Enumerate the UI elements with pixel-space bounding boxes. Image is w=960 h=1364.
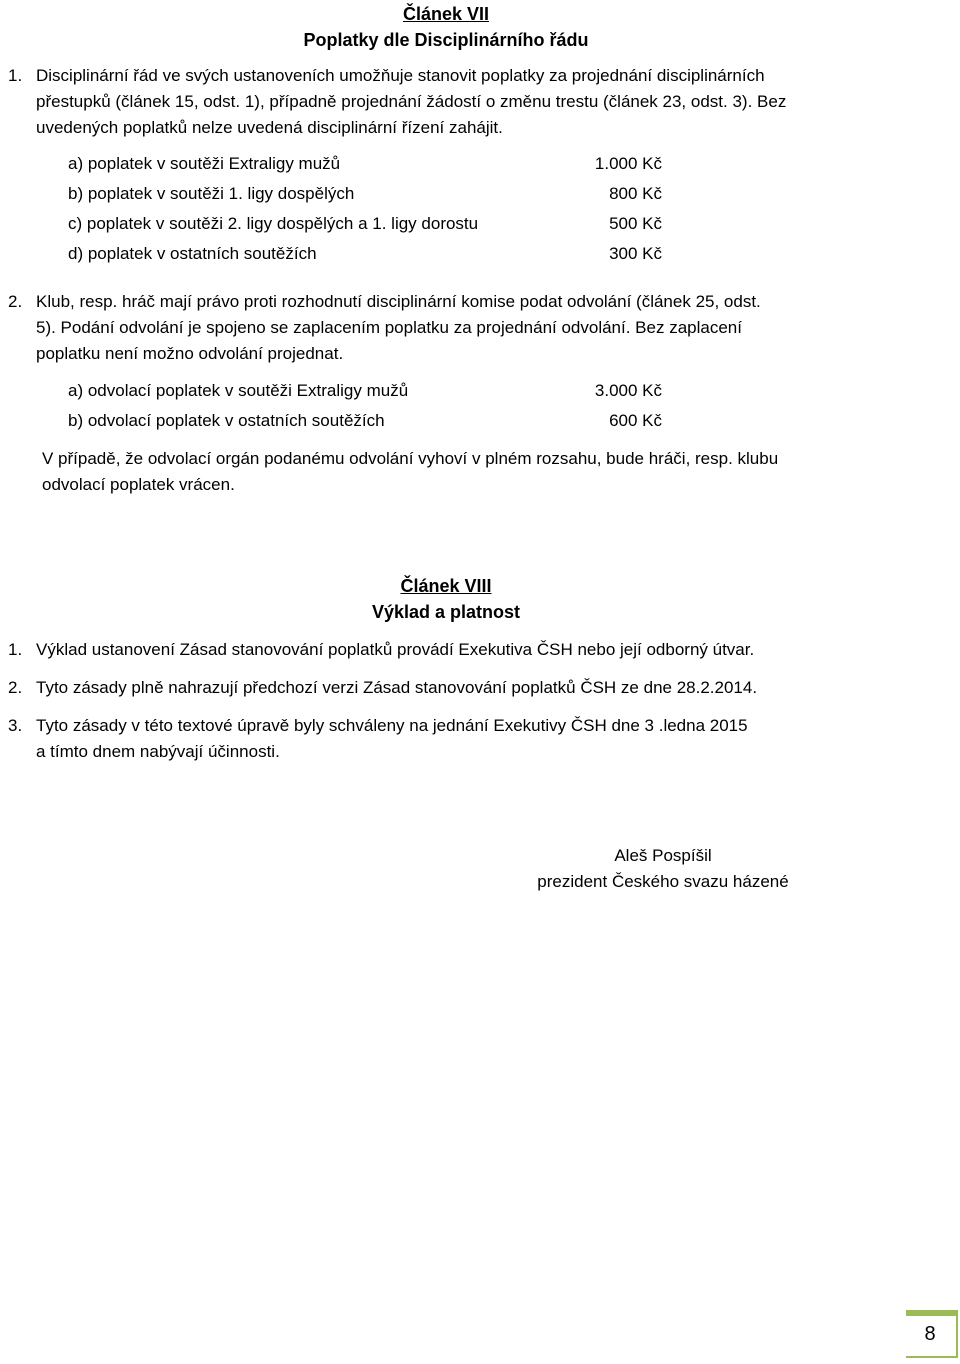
article-7-paragraph-1 <box>36 63 786 141</box>
text-line: Klub, resp. hráč mají právo proti rozhodnutí disciplinární komise podat odvolání (článek 25, odst. <box>36 292 761 311</box>
article-8-subheading: Výklad a platnost <box>371 602 521 622</box>
article-7-subheading: Poplatky dle Disciplinárního řádu <box>303 30 589 50</box>
refund-note <box>42 446 778 498</box>
fee-value: 500 Kč <box>609 214 662 233</box>
fee-value: 1.000 Kč <box>594 154 662 173</box>
text-line: poplatku není možno odvolání projednat. <box>36 344 344 363</box>
text-line: uvedených poplatků nelze uvedená disciplinární řízení zahájit. <box>36 118 503 137</box>
text-line: odvolací poplatek vrácen. <box>42 475 235 494</box>
text-line: 5). Podání odvolání je spojeno se zaplacením poplatku za projednání odvolání. Bez zaplacení <box>36 318 742 337</box>
appeal-fee-value: 600 Kč <box>609 411 662 430</box>
article-8-item-3 <box>36 713 748 765</box>
item-number: 1. <box>8 640 23 659</box>
item-number: 2. <box>8 292 23 311</box>
fee-label: d) poplatek v ostatních soutěžích <box>68 244 317 263</box>
item-number: 3. <box>8 716 23 735</box>
article-8-heading: Článek VIII <box>400 576 492 596</box>
text-line: přestupků (článek 15, odst. 1), případně projednání žádostí o změnu trestu (článek 23, odst. 3). Bez <box>36 92 787 111</box>
appeal-fee-label: b) odvolací poplatek v ostatních soutěžích <box>68 411 385 430</box>
article-8-item-2 <box>36 675 757 701</box>
signature-block <box>0 843 960 895</box>
article-7-paragraph-2 <box>36 289 761 367</box>
fee-value: 800 Kč <box>609 184 662 203</box>
page-number: 8 <box>924 1323 936 1345</box>
text-line: Výklad ustanovení Zásad stanovování poplatků provádí Exekutiva ČSH nebo její odborný útvar. <box>36 640 755 659</box>
item-number: 1. <box>8 66 23 85</box>
item-number: 2. <box>8 678 23 697</box>
appeal-fee-label: a) odvolací poplatek v soutěži Extraligy mužů <box>68 381 409 400</box>
signatory-role: prezident Českého svazu házené <box>537 872 789 891</box>
signatory-name: Aleš Pospíšil <box>614 846 712 865</box>
article-8-item-1 <box>36 637 754 663</box>
fee-label: c) poplatek v soutěži 2. ligy dospělých a 1. ligy dorostu <box>68 214 479 233</box>
text-line: Disciplinární řád ve svých ustanoveních umožňuje stanovit poplatky za projednání disciplinárních <box>36 66 765 85</box>
fee-label: a) poplatek v soutěži Extraligy mužů <box>68 154 341 173</box>
fee-value: 300 Kč <box>609 244 662 263</box>
appeal-fee-value: 3.000 Kč <box>594 381 662 400</box>
text-line: Tyto zásady plně nahrazují předchozí verzi Zásad stanovování poplatků ČSH ze dne 28.2.2014. <box>36 678 758 697</box>
text-line: Tyto zásady v této textové úpravě byly schváleny na jednání Exekutivy ČSH dne 3 .ledna 2015 <box>36 716 748 735</box>
fee-label: b) poplatek v soutěži 1. ligy dospělých <box>68 184 355 203</box>
text-line: V případě, že odvolací orgán podanému odvolání vyhoví v plném rozsahu, bude hráči, resp. klubu <box>42 449 779 468</box>
article-7-heading: Článek VII <box>402 4 490 24</box>
text-line: a tímto dnem nabývají účinnosti. <box>36 742 280 761</box>
